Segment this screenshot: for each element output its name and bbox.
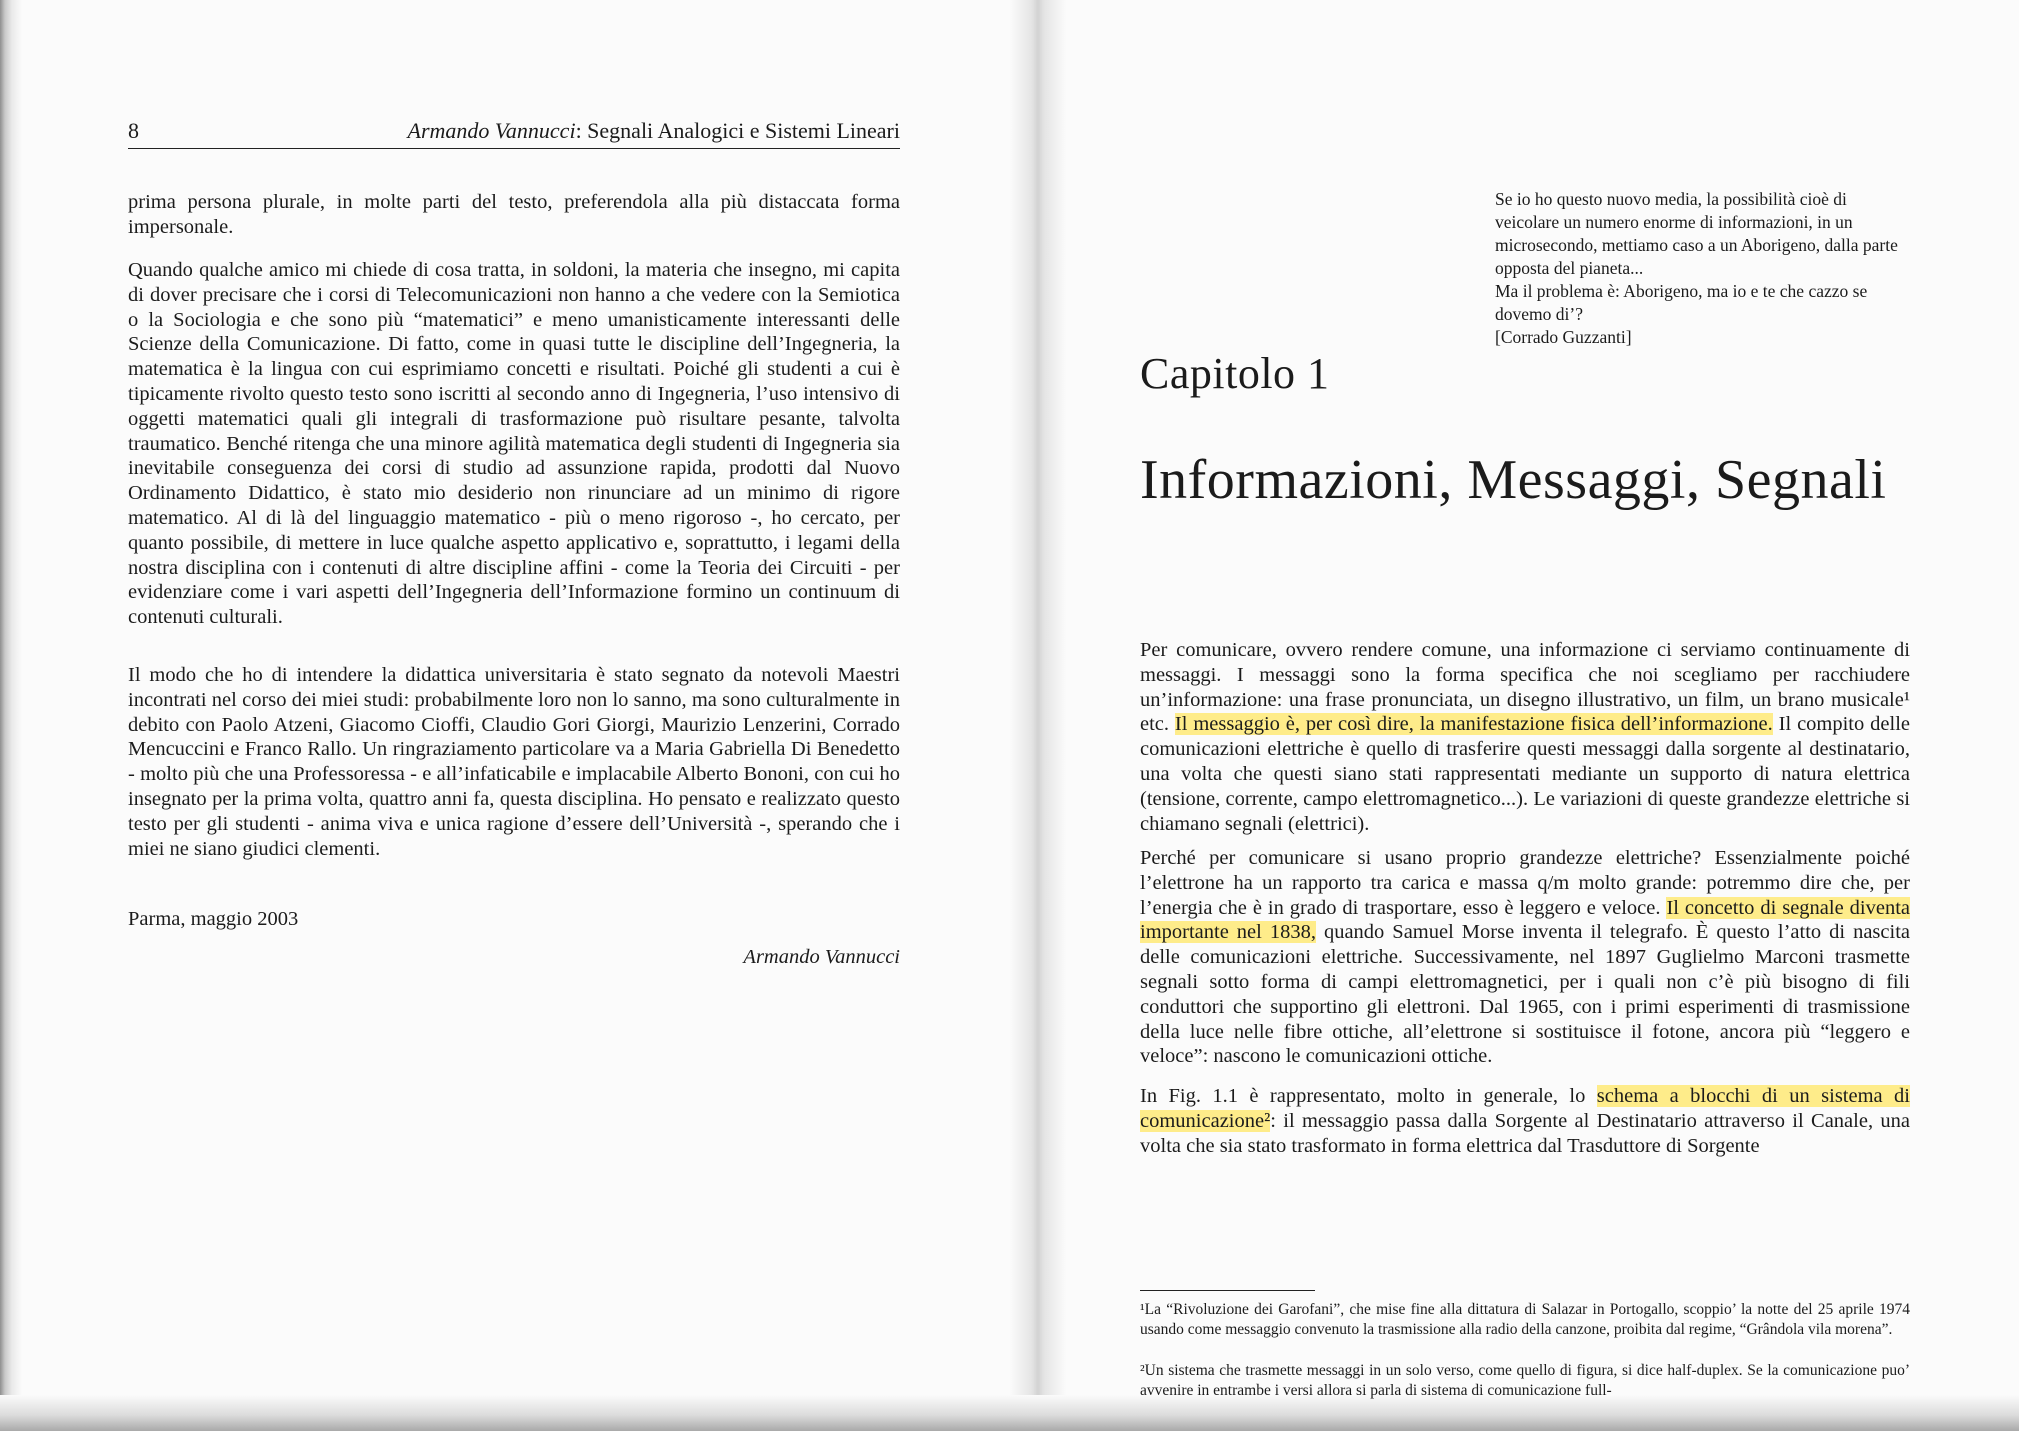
page-number: 8 (128, 118, 139, 143)
running-title (408, 118, 900, 144)
book-cover-edge (0, 0, 22, 1431)
footnote-1: ¹La “Rivoluzione dei Garofani”, che mise fine alla dittatura di Salazar in Portogallo, scoppio’ la notte del 25 aprile 1974 usando come messaggio convenuto la trasmissione alla radio della canzone, proibita dal regime, “Grândola vila morena”. (1140, 1301, 1910, 1338)
epigraph-line-1: Se io ho questo nuovo media, la possibilità cioè di veicolare un numero enorme di informazioni, in un microsecondo, mettiamo caso a un Aborigeno, dalla parte opposta del pianeta... (1495, 189, 1898, 278)
right-paragraph-2: Perché per comunicare si usano proprio grandezze elettriche? Essenzialmente poiché l’elettrone ha un rapporto tra carica e massa q/m molto grande: potremmo dire che, per l’energia che è in grado di trasportare, esso è leggero e veloce. Il concetto di segnale diventa importante nel 1838, quando Samuel Morse inventa il telegrafo. È questo l’atto di nascita delle comunicazioni elettriche. Successivamente, nel 1897 Guglielmo Marconi trasmette segnali sotto forma di campi elettromagnetici, per i quali non c’è più bisogno di fili conduttori che supportino gli elettroni. Dal 1965, con i primi esperimenti di trasmissione della luce nelle fibre ottiche, all’elettrone si sostituisce il fotone, ancora più “leggero e veloce”: nascono le comunicazioni ottiche. (1140, 847, 1910, 1068)
right-paragraph-3: In Fig. 1.1 è rappresentato, molto in generale, lo schema a blocchi di un sistema di comunicazione²: il messaggio passa dalla Sorgente al Destinatario attraverso il Canale, una volta che sia stato trasformato in forma elettrica dal Trasduttore di Sorgente (1140, 1085, 1910, 1157)
footnote-rule (1140, 1290, 1315, 1291)
chapter-label: Capitolo 1 (1140, 349, 1330, 398)
highlighted-phrase: schema a blocchi di un sistema di comunicazione² (1140, 1085, 1910, 1132)
book-gutter (1010, 0, 1066, 1431)
page-bottom-edge (0, 1395, 2019, 1431)
running-title-author: Armando Vannucci (407, 118, 576, 143)
left-page (128, 118, 900, 978)
epigraph-attribution: [Corrado Guzzanti] (1495, 327, 1632, 347)
running-title-book: : Segnali Analogici e Sistemi Lineari (575, 118, 900, 143)
left-paragraph-2: Quando qualche amico mi chiede di cosa tratta, in soldoni, la materia che insegno, mi capita di dover precisare che i corsi di Telecomunicazioni non hanno a che vedere con la Semiotica o la Sociologia e che sono più “matematici” e meno umanisticamente interessanti delle Scienze della Comunicazione. Di fatto, come in quasi tutte le discipline dell’Ingegneria, la matematica è la lingua con cui esprimiamo concetti e risultati. Poiché gli studenti a cui è tipicamente rivolto questo testo sono iscritti al secondo anno di Ingegneria, l’uso intensivo di oggetti matematici quali gli integrali di trasformazione può risultare pesante, talvolta traumatico. Benché ritenga che una minore agilità matematica degli studenti di Ingegneria sia inevitabile conseguenza dei corsi di studio ad assunzione rapida, prodotti dal Nuovo Ordinamento Didattico, è stato mio desiderio non rinunciare ad un minimo di rigore matematico. Al di là del linguaggio matematico - più o meno rigoroso -, ho cercato, per quanto possibile, di mettere in luce qualche aspetto applicativo e, soprattutto, i legami della nostra disciplina con i contenuti di altre discipline affini - come la Teoria dei Circuiti - per evidenziare come i vari aspetti dell’Ingegneria dell’Informazione formino un continuum di contenuti culturali. (128, 259, 900, 629)
footnote-2: ²Un sistema che trasmette messaggi in un solo verso, come quello di figura, si dice half-duplex. Se la comunicazione puo’ avvenire in entrambe i versi allora si parla di sistema di comunicazione full- (1140, 1362, 1910, 1399)
highlighted-phrase: Il concetto di segnale diventa importante nel 1838, (1140, 896, 1910, 944)
running-head (128, 118, 900, 149)
right-page (1140, 178, 1910, 1399)
left-paragraph-3: Il modo che ho di intendere la didattica universitaria è stato segnato da notevoli Maestri incontrati nel corso dei miei studi: probabilmente loro non lo sanno, ma sono culturalmente in debito con Paolo Atzeni, Giacomo Cioffi, Claudio Gori Giorgi, Maurizio Lenzerini, Corrado Mencuccini e Franco Rallo. Un ringraziamento particolare va a Maria Gabriella Di Benedetto - molto più che una Professoressa - e all’infaticabile e implacabile Alberto Bononi, con cui ho insegnato per la prima volta, quattro anni fa, questa disciplina. Ho pensato e realizzato questo testo per gli studenti - anima viva e unica ragione d’essere dell’Università -, sperando che i miei ne siano giudici clementi. (128, 664, 900, 860)
epigraph (1495, 188, 1910, 349)
left-paragraph-1: prima persona plurale, in molte parti del testo, preferendola alla più distaccata forma impersonale. (128, 191, 900, 238)
chapter-title: Informazioni, Messaggi, Segnali (1140, 449, 1887, 511)
author-signature: Armando Vannucci (743, 946, 900, 968)
epigraph-line-2: Ma il problema è: Aborigeno, ma io e te che cazzo se dovemo di’? (1495, 281, 1868, 324)
highlighted-phrase: Il messaggio è, per così dire, la manifestazione fisica dell’informazione. (1174, 713, 1773, 736)
right-paragraph-1: Per comunicare, ovvero rendere comune, una informazione ci serviamo continuamente di messaggi. I messaggi sono la forma specifica che noi scegliamo per racchiudere un’informazione: una frase pronunciata, un disegno illustrativo, un film, un brano musicale¹ etc. Il messaggio è, per così dire, la manifestazione fisica dell’informazione. Il compito delle comunicazioni elettriche è quello di trasferire questi messaggi dalla sorgente al destinatario, una volta che questi siano stati rappresentati mediante un supporto di natura elettrica (tensione, corrente, campo elettromagnetico...). Le variazioni di queste grandezze elettriche si chiamano segnali (elettrici). (1140, 639, 1910, 835)
place-date: Parma, maggio 2003 (128, 908, 299, 930)
